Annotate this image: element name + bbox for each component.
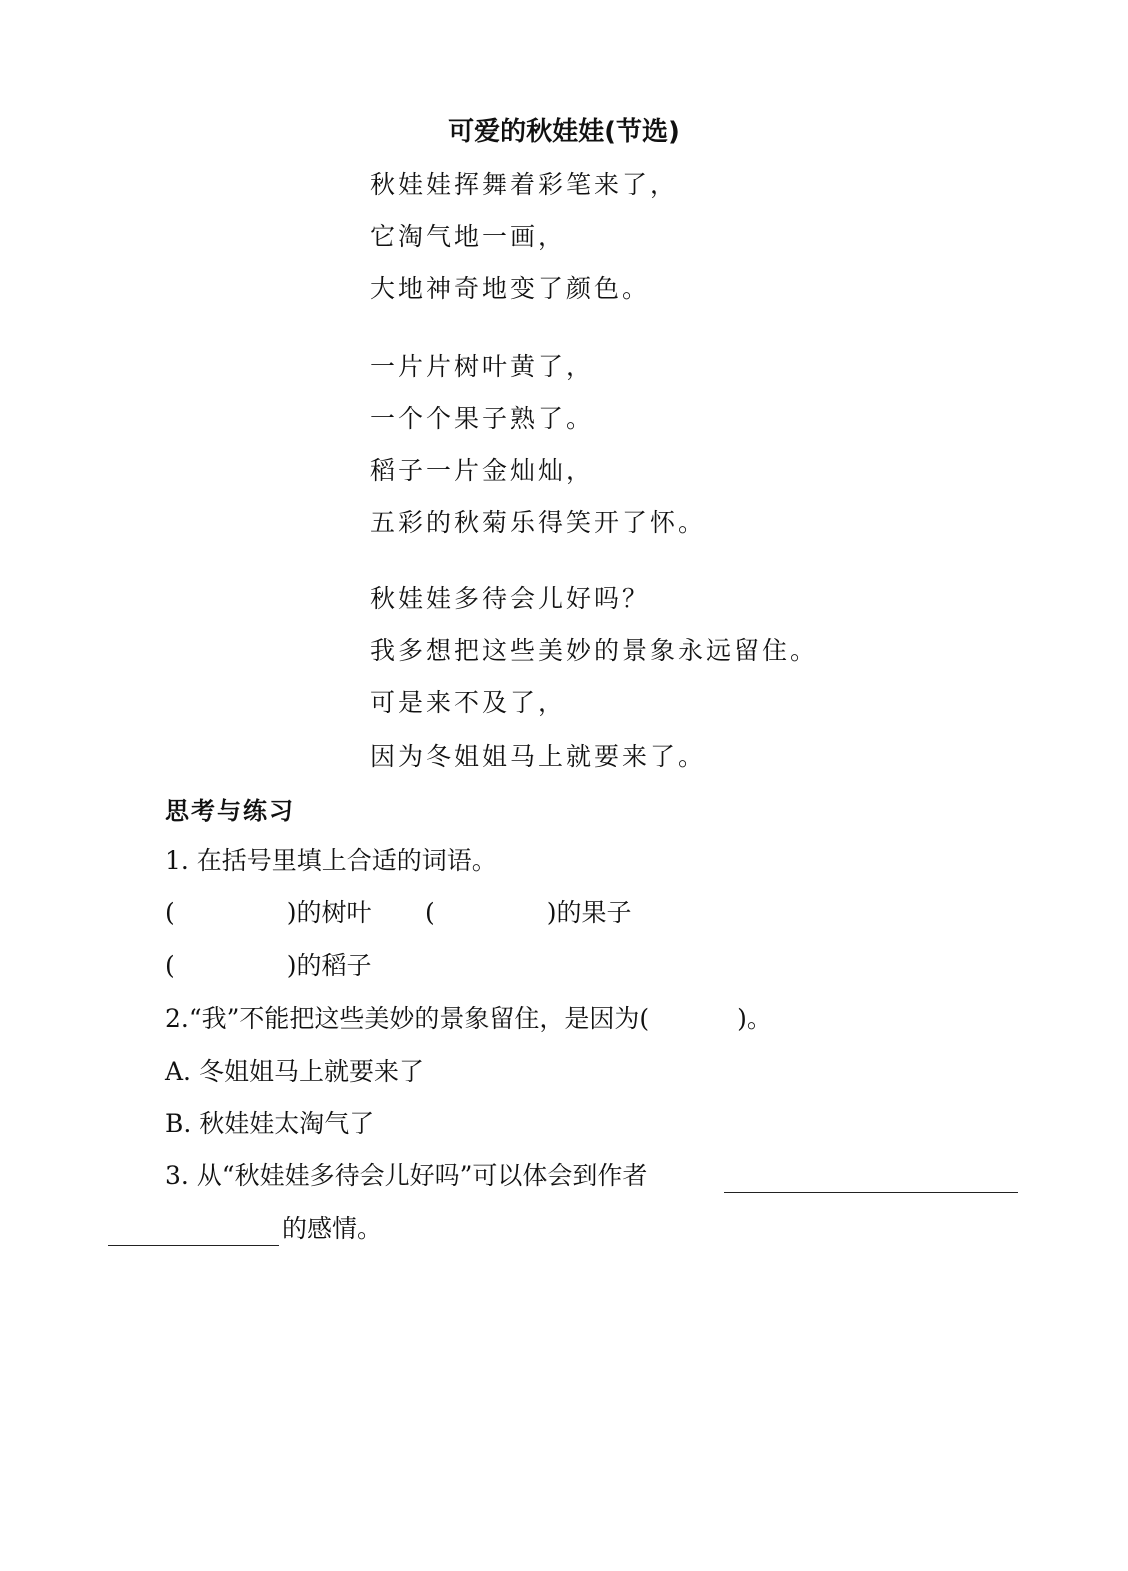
question-2-text: 2.“我”不能把这些美妙的景象留住，是因为( — [165, 1004, 650, 1033]
poem-line: 五彩的秋菊乐得笑开了怀。 — [370, 508, 707, 537]
question-3: 3. 从“秋娃娃多待会儿好吗”可以体会到作者 — [165, 1161, 648, 1190]
poem-line: 一片片树叶黄了， — [370, 352, 595, 381]
answer-line[interactable] — [108, 1245, 279, 1246]
page-title: 可爱的秋娃娃(节选) — [448, 117, 680, 147]
answer-line[interactable] — [724, 1192, 1018, 1193]
poem-line: 大地神奇地变了颜色。 — [370, 274, 651, 303]
question-2-end: )。 — [737, 1004, 772, 1033]
poem-line: 它淘气地一画， — [370, 222, 567, 251]
question-1: 1. 在括号里填上合适的词语。 — [165, 846, 497, 875]
open-paren: ( — [165, 951, 175, 980]
question-2 — [165, 1001, 772, 1037]
q1-blank-row-1 — [165, 895, 372, 931]
poem-line: 稻子一片金灿灿， — [370, 456, 595, 485]
question-3-ending: 的感情。 — [282, 1214, 383, 1243]
q1-item-3: 的稻子 — [296, 951, 372, 980]
poem-line: 一个个果子熟了。 — [370, 404, 595, 433]
option-b: B. 秋娃娃太淘气了 — [165, 1109, 375, 1138]
open-paren: ( — [425, 898, 435, 927]
poem-line: 我多想把这些美妙的景象永远留住。 — [370, 636, 819, 665]
q1-blank-row-1b — [425, 895, 632, 931]
option-a: A. 冬姐姐马上就要来了 — [165, 1057, 424, 1086]
q1-item-2: 的果子 — [556, 898, 632, 927]
poem-line: 因为冬姐姐马上就要来了。 — [370, 742, 707, 771]
close-paren: ) — [546, 898, 557, 927]
q1-blank-row-2 — [165, 948, 372, 984]
close-paren: ) — [286, 951, 297, 980]
exercises-heading: 思考与练习 — [165, 797, 295, 825]
q1-item-1: 的树叶 — [296, 898, 372, 927]
poem-line: 秋娃娃挥舞着彩笔来了， — [370, 170, 679, 199]
poem-line: 可是来不及了， — [370, 688, 567, 717]
poem-line: 秋娃娃多待会儿好吗？ — [370, 584, 651, 613]
close-paren: ) — [286, 898, 297, 927]
open-paren: ( — [165, 898, 175, 927]
